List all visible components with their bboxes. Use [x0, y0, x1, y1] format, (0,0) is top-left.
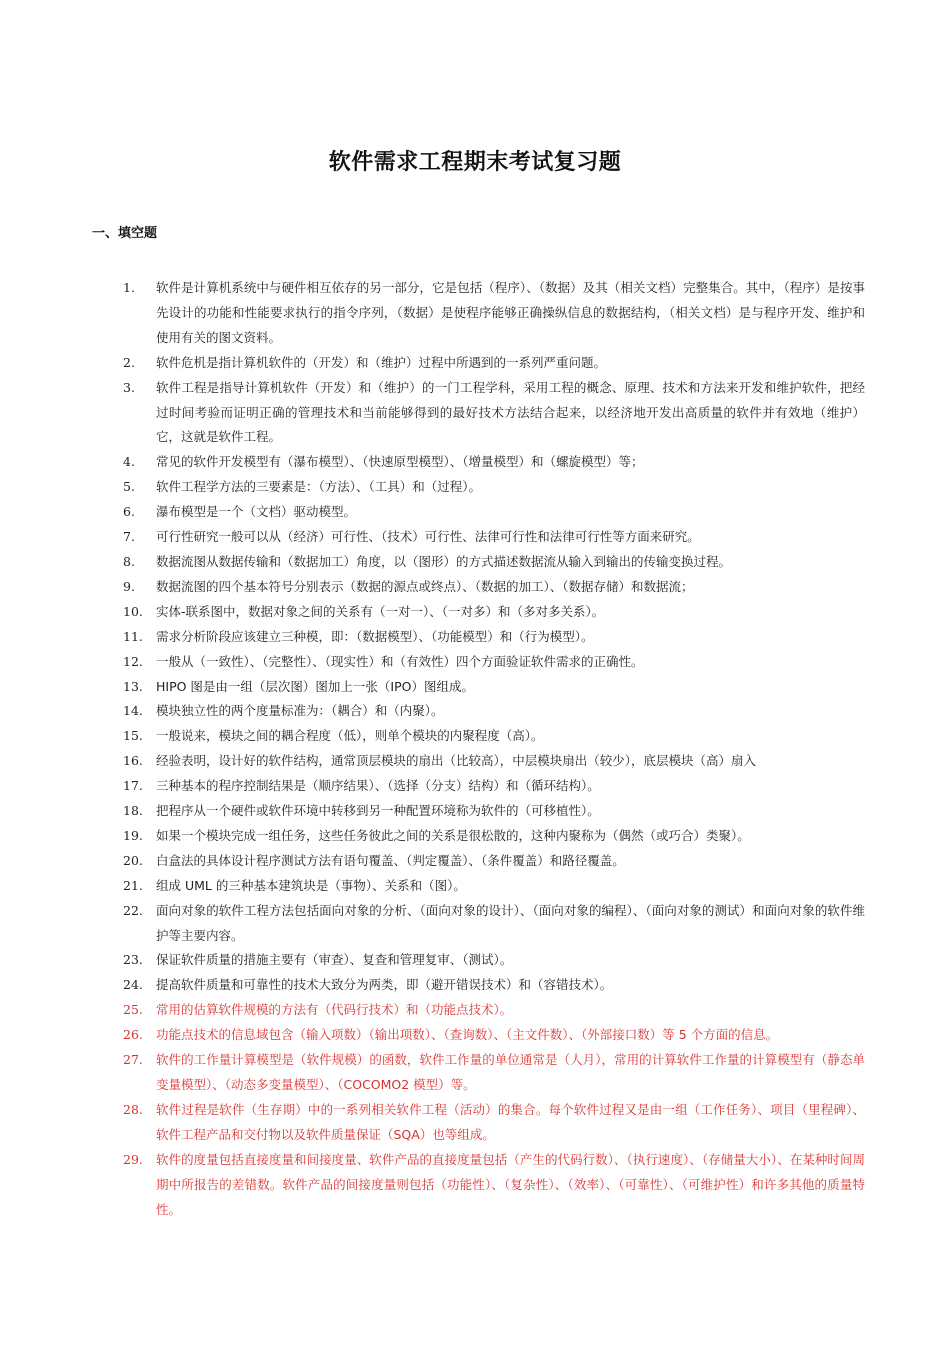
question-number: 4.	[123, 454, 135, 470]
question-item	[110, 675, 865, 700]
question-text: 常见的软件开发模型有（瀑布模型）、（快速原型模型）、（增量模型）和（螺旋模型）等；	[156, 454, 644, 470]
question-text: 软件危机是指计算机软件的（开发）和（维护）过程中所遇到的一系列严重问题。	[156, 354, 607, 370]
page-title: 软件需求工程期末考试复习题	[328, 149, 622, 175]
question-text: 面向对象的软件工程方法包括面向对象的分析、（面向对象的设计）、（面向对象的编程）、（面向对象的测试）和面向对象的软件维护等主要内容。	[156, 902, 865, 943]
question-text: 软件工程学方法的三要素是：（方法）、（工具）和（过程）。	[156, 479, 482, 495]
question-item	[110, 625, 865, 650]
question-number: 5.	[123, 479, 135, 495]
question-number: 9.	[123, 578, 135, 594]
question-text: 瀑布模型是一个（文档）驱动模型。	[156, 504, 357, 520]
question-text: 可行性研究一般可以从（经济）可行性、（技术）可行性、法律可行性和法律可行性等方面来研究。	[156, 529, 700, 545]
question-text: 组成 UML 的三种基本建筑块是（事物）、关系和（图）。	[156, 877, 466, 893]
question-text: 软件的度量包括直接度量和间接度量、软件产品的直接度量包括（产生的代码行数）、（执行速度）、（存储量大小）、在某种时间周期中所报告的差错数。软件产品的间接度量则包括（功能性）、（复杂性）、（效率）、（可靠性）、（可维护性）和许多其他的质量特性。	[156, 1151, 865, 1217]
question-number: 14.	[123, 703, 143, 719]
question-text: 一般从（一致性）、（完整性）、（现实性）和（有效性）四个方面验证软件需求的正确性。	[156, 653, 644, 669]
question-item	[110, 376, 865, 451]
question-text: 三种基本的程序控制结果是（顺序结果）、（选择（分支）结构）和（循环结构）。	[156, 778, 600, 794]
question-text: HIPO 图是由一组（层次图）图加上一张（IPO）图组成。	[156, 678, 475, 694]
question-item	[110, 351, 865, 376]
question-item	[110, 525, 865, 550]
question-text: 数据流图的四个基本符号分别表示（数据的源点或终点）、（数据的加工）、（数据存储）和数据流；	[156, 578, 694, 594]
question-number: 3.	[123, 379, 135, 395]
question-item	[110, 774, 865, 799]
question-item	[110, 1048, 865, 1098]
question-number: 2.	[123, 354, 135, 370]
question-text: 模块独立性的两个度量标准为：（耦合）和（内聚）。	[156, 703, 444, 719]
question-text: 常用的估算软件规模的方法有（代码行技术）和（功能点技术）。	[156, 1002, 513, 1018]
question-number: 13.	[123, 678, 143, 694]
question-item	[110, 1023, 865, 1048]
question-item	[110, 1098, 865, 1148]
question-item	[110, 1148, 865, 1223]
question-text: 白盒法的具体设计程序测试方法有语句覆盖、（判定覆盖）、（条件覆盖）和路径覆盖。	[156, 852, 625, 868]
question-number: 15.	[123, 728, 143, 744]
question-item	[110, 475, 865, 500]
question-number: 27.	[123, 1052, 143, 1068]
question-item	[110, 899, 865, 949]
question-text: 数据流图从数据传输和（数据加工）角度，以（图形）的方式描述数据流从输入到输出的传输变换过程。	[156, 553, 732, 569]
question-number: 16.	[123, 753, 143, 769]
question-text: 提高软件质量和可靠性的技术大致分为两类，即（避开错误技术）和（容错技术）。	[156, 977, 613, 993]
question-item	[110, 973, 865, 998]
question-item	[110, 575, 865, 600]
question-number: 23.	[123, 952, 143, 968]
question-text: 如果一个模块完成一组任务，这些任务彼此之间的关系是很松散的，这种内聚称为（偶然（或巧合）类聚）。	[156, 827, 750, 843]
question-number: 29.	[123, 1151, 143, 1167]
question-number: 18.	[123, 803, 143, 819]
question-text: 需求分析阶段应该建立三种模，即：（数据模型）、（功能模型）和（行为模型）。	[156, 628, 594, 644]
question-number: 19.	[123, 827, 143, 843]
question-item	[110, 500, 865, 525]
question-item	[110, 450, 865, 475]
question-item	[110, 550, 865, 575]
question-number: 7.	[123, 529, 135, 545]
question-text: 一般说来，模块之间的耦合程度（低），则单个模块的内聚程度（高）。	[156, 728, 544, 744]
question-item	[110, 749, 865, 774]
question-number: 26.	[123, 1027, 143, 1043]
question-item	[110, 998, 865, 1023]
question-text: 软件的工作量计算模型是（软件规模）的函数，软件工作量的单位通常是（人月），常用的计算软件工作量的计算模型有（静态单变量模型）、（动态多变量模型）、（COCOMO2 模型）等。	[156, 1052, 865, 1092]
question-item	[110, 948, 865, 973]
question-text: 实体-联系图中，数据对象之间的关系有（一对一）、（一对多）和（多对多关系）。	[156, 603, 605, 619]
question-item	[110, 650, 865, 675]
question-number: 6.	[123, 504, 135, 520]
question-text: 把程序从一个硬件或软件环境中转移到另一种配置环境称为软件的（可移植性）。	[156, 803, 600, 819]
question-number: 17.	[123, 778, 143, 794]
question-number: 22.	[123, 902, 143, 918]
question-item	[110, 276, 865, 351]
question-item	[110, 699, 865, 724]
question-number: 11.	[123, 628, 143, 644]
question-text: 软件工程是指导计算机软件（开发）和（维护）的一门工程学科，采用工程的概念、原理、技术和方法来开发和维护软件，把经过时间考验而证明正确的管理技术和当前能够得到的最好技术方法结合起来，以经济地开发出高质量的软件并有效地（维护）它，这就是软件工程。	[156, 379, 865, 445]
question-item	[110, 724, 865, 749]
question-number: 12.	[123, 653, 143, 669]
question-item	[110, 600, 865, 625]
question-item	[110, 799, 865, 824]
question-list	[110, 276, 865, 1222]
question-number: 20.	[123, 852, 143, 868]
question-number: 10.	[123, 603, 143, 619]
question-text: 经验表明，设计好的软件结构，通常顶层模块的扇出（比较高），中层模块扇出（较少），底层模块（高）扇入	[156, 753, 757, 769]
question-item	[110, 849, 865, 874]
question-text: 软件过程是软件（生存期）中的一系列相关软件工程（活动）的集合。每个软件过程又是由一组（工作任务）、项目（里程碑）、软件工程产品和交付物以及软件质量保证（SQA）也等组成。	[156, 1101, 865, 1142]
question-text: 软件是计算机系统中与硬件相互依存的另一部分，它是包括（程序）、（数据）及其（相关文档）完整集合。其中，（程序）是按事先设计的功能和性能要求执行的指令序列，（数据）是使程序能够正确操纵信息的数据结构，（相关文档）是与程序开发、维护和使用有关的图文资料。	[156, 280, 865, 345]
question-number: 21.	[123, 877, 143, 893]
question-number: 1.	[123, 280, 135, 295]
question-number: 28.	[123, 1101, 143, 1117]
question-text: 功能点技术的信息域包含（输入项数）（输出项数）、（查询数）、（主文件数）、（外部接口数）等 5 个方面的信息。	[156, 1027, 779, 1043]
question-number: 8.	[123, 553, 135, 569]
question-item	[110, 874, 865, 899]
section-heading: 一、填空题	[92, 226, 158, 241]
question-item	[110, 824, 865, 849]
question-number: 25.	[123, 1002, 143, 1018]
question-text: 保证软件质量的措施主要有（审查）、复查和管理复审、（测试）。	[156, 952, 513, 968]
question-number: 24.	[123, 977, 143, 993]
